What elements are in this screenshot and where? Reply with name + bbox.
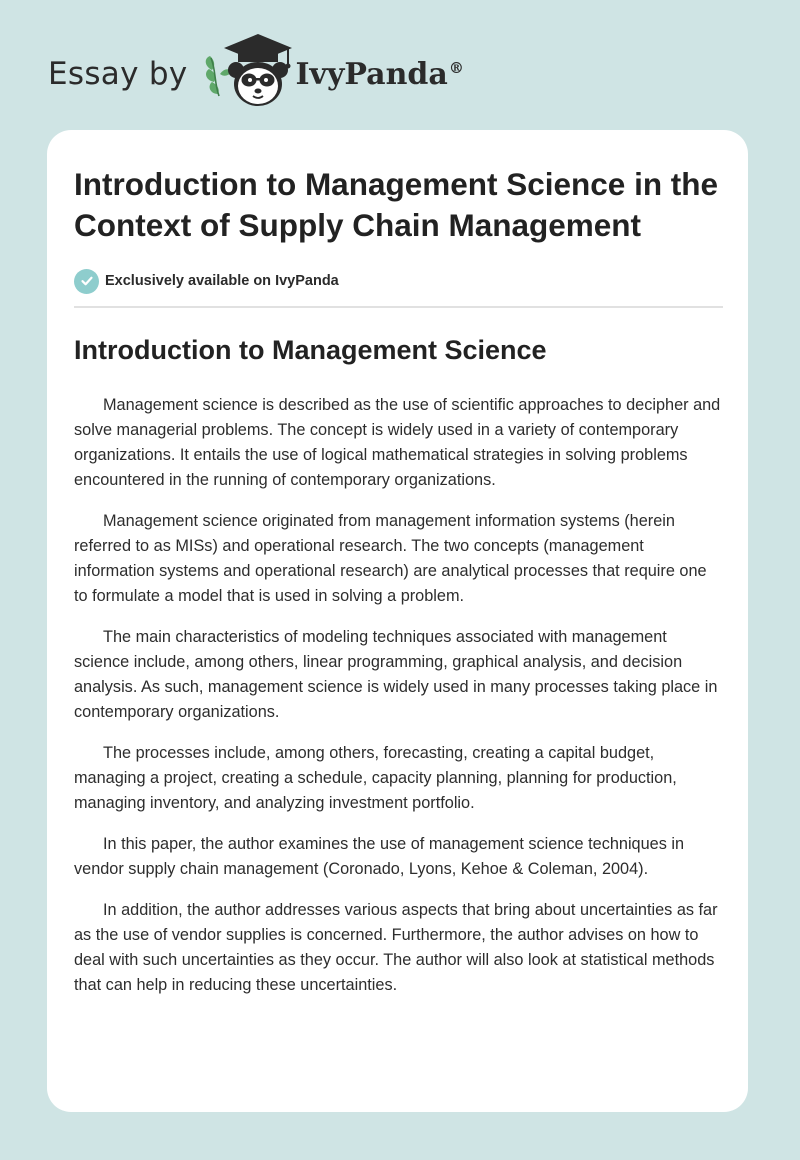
essay-title: Introduction to Management Science in the Context of Supply Chain Management <box>74 166 719 243</box>
essay-content <box>47 130 748 998</box>
essay-by-label: Essay by <box>48 56 188 92</box>
divider <box>74 306 723 308</box>
registered-mark: ® <box>448 58 464 77</box>
paragraph-2: Management science originated from management information systems (herein referred to as MISs) and operational research. The two concepts (management information systems and operational research) are analytical processes that require one to formulate a model that is used in solving a problem. <box>74 512 707 605</box>
paragraph-6: In addition, the author addresses various aspects that bring about uncertainties as far as the use of vendor supplies is concerned. Furthermore, the author advises on how to deal with such uncertainties as they occur. The author will also look at statistical methods that can help in reducing these uncertainties. <box>74 901 718 994</box>
check-icon <box>74 269 99 294</box>
exclusive-label: Exclusively available on IvyPanda <box>105 273 339 289</box>
paragraph-5: In this paper, the author examines the use of management science techniques in vendor supply chain management (Coronado, Lyons, Kehoe & Coleman, 2004). <box>74 835 685 878</box>
essay-card <box>47 130 748 1112</box>
brand-name[interactable]: IvyPanda® <box>295 56 464 92</box>
site-header <box>48 30 464 110</box>
section-heading: Introduction to Management Science <box>74 335 547 365</box>
paragraph-3: The main characteristics of modeling techniques associated with management science include, among others, linear programming, graphical analysis, and decision analysis. As such, management science is widely used in many processes taking place in contemporary organizations. <box>74 628 718 721</box>
exclusive-badge <box>74 268 722 294</box>
paragraph-4: The processes include, among others, forecasting, creating a capital budget, managing a project, creating a schedule, capacity planning, planning for production, managing inventory, and analyzing investment portfolio. <box>74 744 677 812</box>
paragraph-1: Management science is described as the use of scientific approaches to decipher and solve managerial problems. The concept is widely used in a variety of contemporary organizations. It entails the use of logical mathematical strategies in solving problems encountered in the running of contemporary organizations. <box>74 396 721 489</box>
ivypanda-logo-icon[interactable] <box>202 30 294 110</box>
